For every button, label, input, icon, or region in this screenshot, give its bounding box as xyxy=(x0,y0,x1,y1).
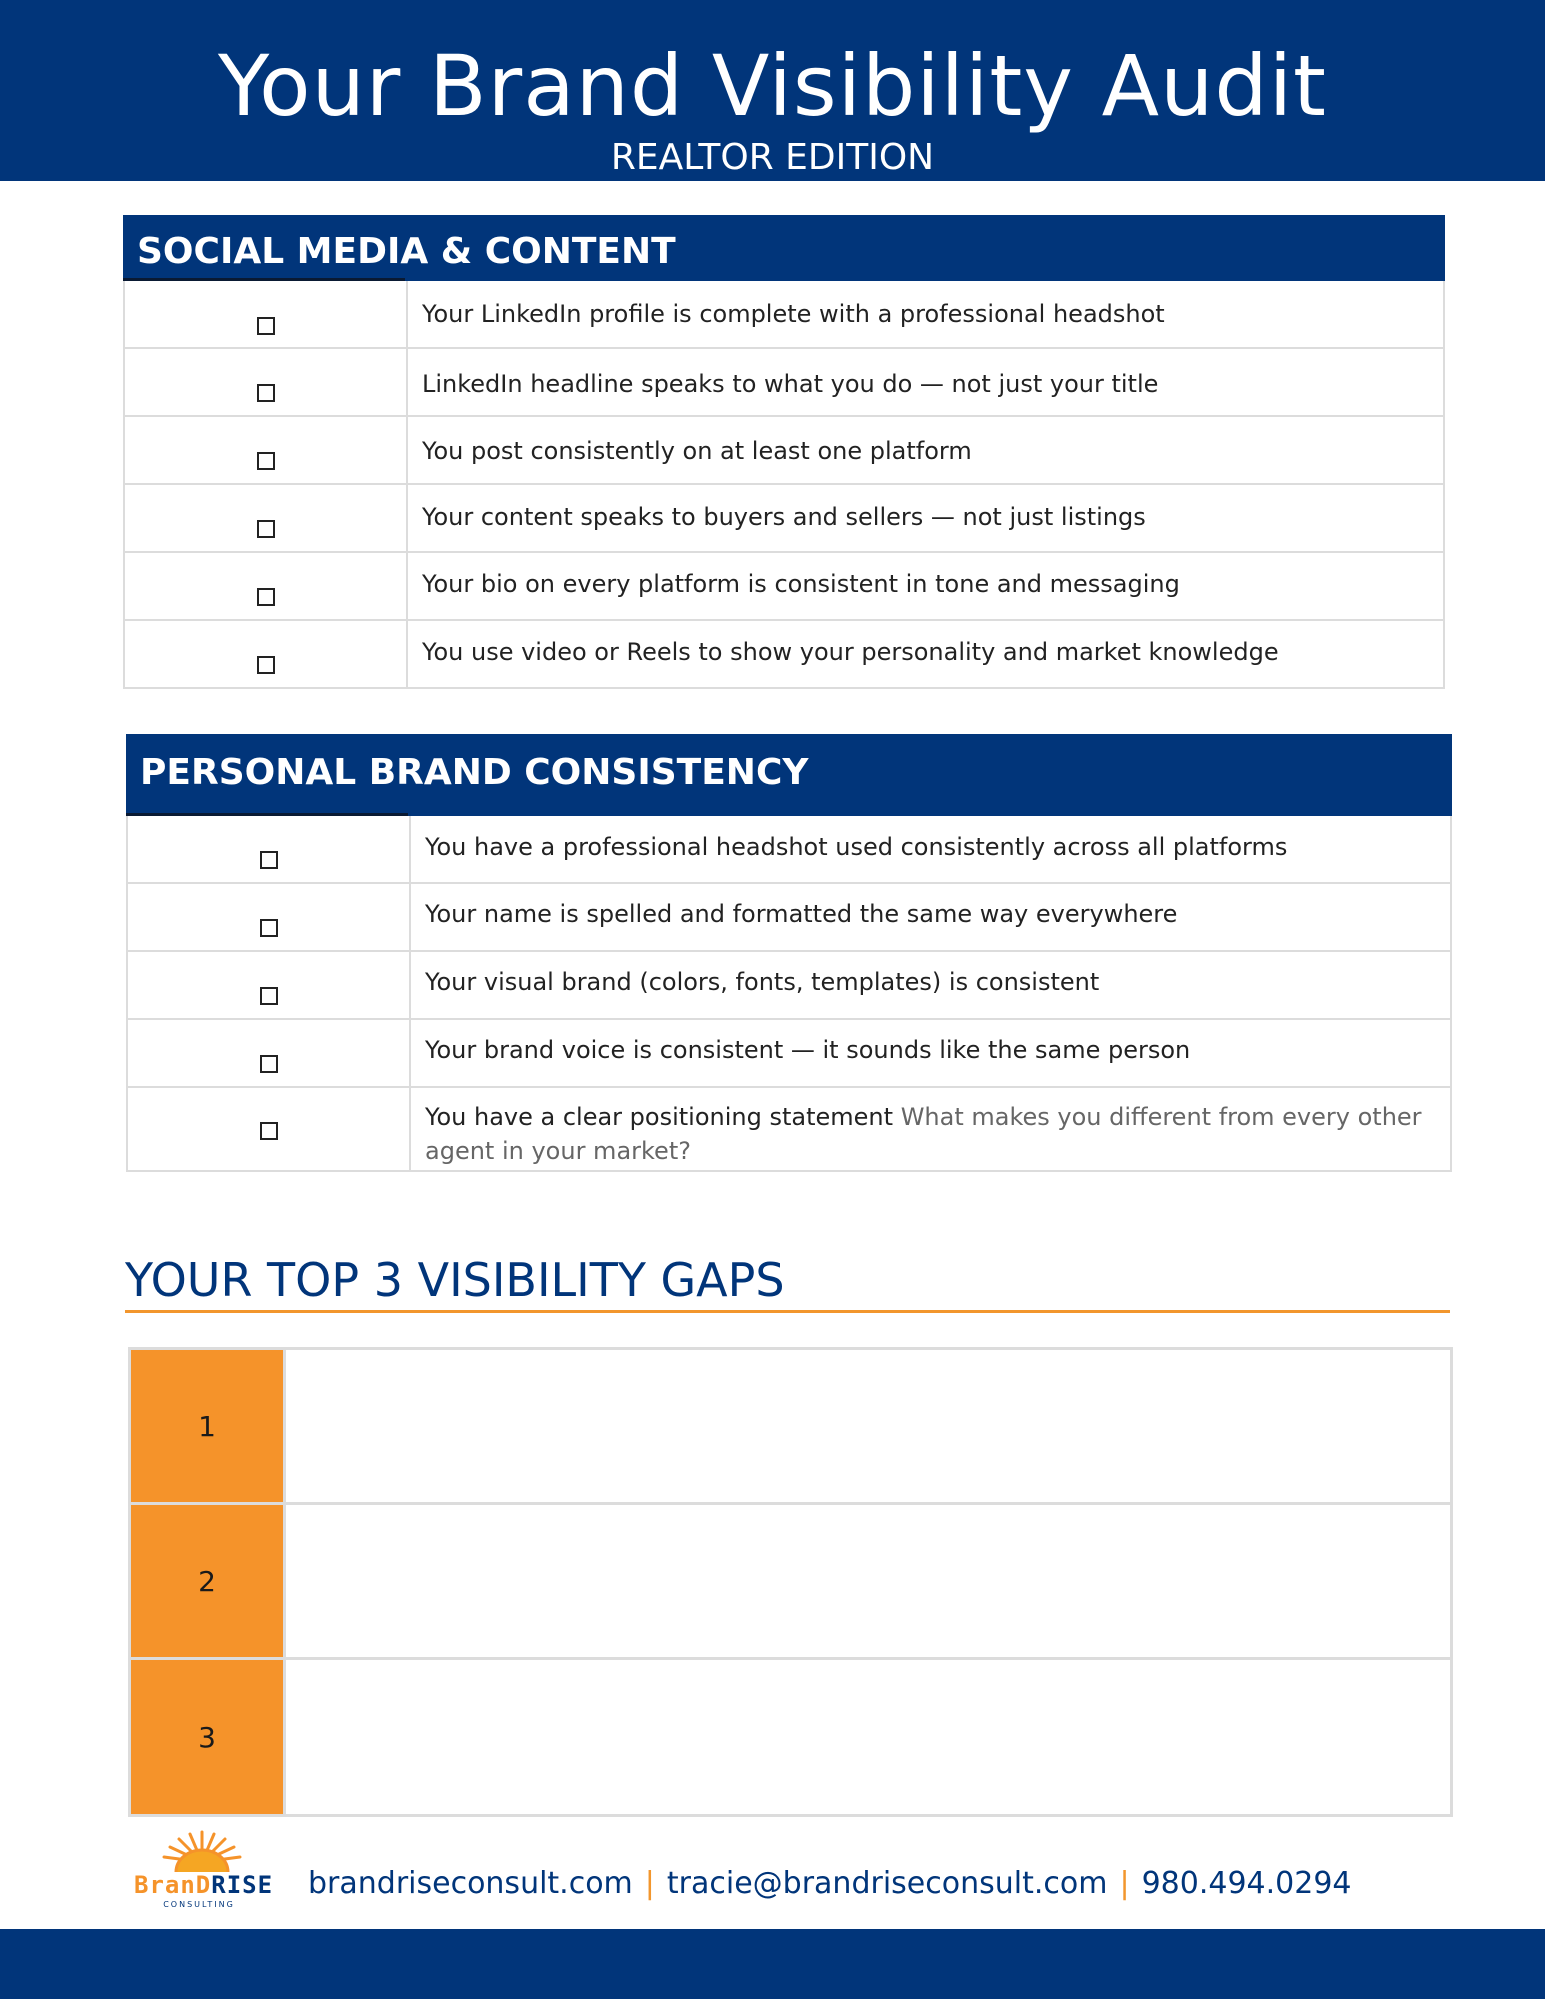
section-social-media xyxy=(123,215,1445,689)
checklist-row xyxy=(125,417,1443,485)
gap-number: 2 xyxy=(131,1505,286,1657)
section-personal-brand xyxy=(126,734,1452,1172)
gaps-heading-rule xyxy=(125,1310,1450,1313)
website-link[interactable]: brandriseconsult.com xyxy=(308,1866,633,1901)
checklist-row xyxy=(125,621,1443,689)
checklist-item-text: LinkedIn headline speaks to what you do — not just your title xyxy=(422,370,1159,398)
checkbox-cell xyxy=(128,1020,411,1086)
checkbox-cell xyxy=(125,621,408,687)
logo-word-brand: BranD xyxy=(134,1871,212,1899)
checklist-item-text: Your LinkedIn profile is complete with a professional headshot xyxy=(422,300,1165,328)
checkbox[interactable] xyxy=(260,987,278,1005)
logo-tagline: CONSULTING xyxy=(163,1900,235,1909)
brandrise-logo xyxy=(130,1826,274,1916)
phone-link[interactable]: 980.494.0294 xyxy=(1141,1866,1352,1901)
checkbox-cell xyxy=(125,553,408,619)
logo-word-rise: RISE xyxy=(211,1871,274,1899)
checklist-item-text xyxy=(411,1088,1450,1170)
page-header xyxy=(0,0,1545,181)
checkbox[interactable] xyxy=(257,384,275,402)
checklist-item-text: You post consistently on at least one platform xyxy=(422,437,972,465)
checkbox[interactable] xyxy=(260,1122,278,1140)
page-title: Your Brand Visibility Audit xyxy=(218,37,1327,135)
checkbox-cell xyxy=(125,281,408,347)
checklist-row xyxy=(125,485,1443,553)
checkbox-cell xyxy=(125,349,408,415)
checklist-item-note: What makes you different from every other agent in your market? xyxy=(425,1103,1422,1165)
gap-number: 3 xyxy=(131,1660,286,1814)
checkbox[interactable] xyxy=(257,520,275,538)
checkbox[interactable] xyxy=(257,588,275,606)
page-subtitle: REALTOR EDITION xyxy=(610,137,935,178)
checklist-row xyxy=(125,281,1443,349)
checkbox-cell xyxy=(125,485,408,551)
checkbox[interactable] xyxy=(260,851,278,869)
checklist-row xyxy=(128,816,1450,884)
email-link[interactable]: tracie@brandriseconsult.com xyxy=(666,1866,1108,1901)
gap-row xyxy=(131,1660,1450,1814)
checklist-row xyxy=(128,952,1450,1020)
checkbox-cell xyxy=(125,417,408,483)
footer-contact xyxy=(308,1864,1352,1904)
checklist-row xyxy=(128,1088,1450,1172)
footer-bar xyxy=(0,1929,1545,1999)
checklist-item-text: You have a professional headshot used consistently across all platforms xyxy=(425,833,1288,861)
checkbox[interactable] xyxy=(260,919,278,937)
checklist xyxy=(126,816,1452,1172)
checklist-item-text: Your content speaks to buyers and sellers — not just listings xyxy=(422,503,1146,531)
section-title: SOCIAL MEDIA & CONTENT xyxy=(137,231,676,272)
gap-number: 1 xyxy=(131,1350,286,1502)
gap-answer-field[interactable] xyxy=(286,1350,1450,1502)
logo-wordmark xyxy=(134,1871,274,1899)
checkbox-cell xyxy=(128,816,411,882)
checklist-item-text: Your bio on every platform is consistent in tone and messaging xyxy=(422,570,1180,598)
section-header xyxy=(126,734,1452,816)
gap-answer-field[interactable] xyxy=(286,1505,1450,1657)
section-title: PERSONAL BRAND CONSISTENCY xyxy=(140,752,809,793)
separator: | xyxy=(644,1866,655,1901)
checkbox[interactable] xyxy=(257,656,275,674)
gap-row xyxy=(131,1505,1450,1660)
checkbox[interactable] xyxy=(260,1055,278,1073)
gaps-heading: YOUR TOP 3 VISIBILITY GAPS xyxy=(125,1253,785,1307)
checklist-row xyxy=(125,349,1443,417)
checkbox-cell xyxy=(128,884,411,950)
checklist-item-text: Your visual brand (colors, fonts, templates) is consistent xyxy=(425,968,1100,996)
checklist-row xyxy=(125,553,1443,621)
gap-row xyxy=(131,1350,1450,1505)
gap-answer-field[interactable] xyxy=(286,1660,1450,1814)
checklist-row xyxy=(128,884,1450,952)
gaps-table xyxy=(128,1347,1453,1817)
checkbox-cell xyxy=(128,1088,411,1170)
checklist-item-text: You use video or Reels to show your personality and market knowledge xyxy=(422,638,1279,666)
checklist-item-text: Your name is spelled and formatted the same way everywhere xyxy=(425,900,1178,928)
checklist-item-label: You have a clear positioning statement xyxy=(425,1103,894,1131)
separator: | xyxy=(1119,1866,1130,1901)
section-header xyxy=(123,215,1445,281)
checklist xyxy=(123,281,1445,689)
checkbox[interactable] xyxy=(257,452,275,470)
checkbox-cell xyxy=(128,952,411,1018)
checklist-row xyxy=(128,1020,1450,1088)
checkbox[interactable] xyxy=(257,317,275,335)
checklist-item-text: Your brand voice is consistent — it sounds like the same person xyxy=(425,1036,1191,1064)
